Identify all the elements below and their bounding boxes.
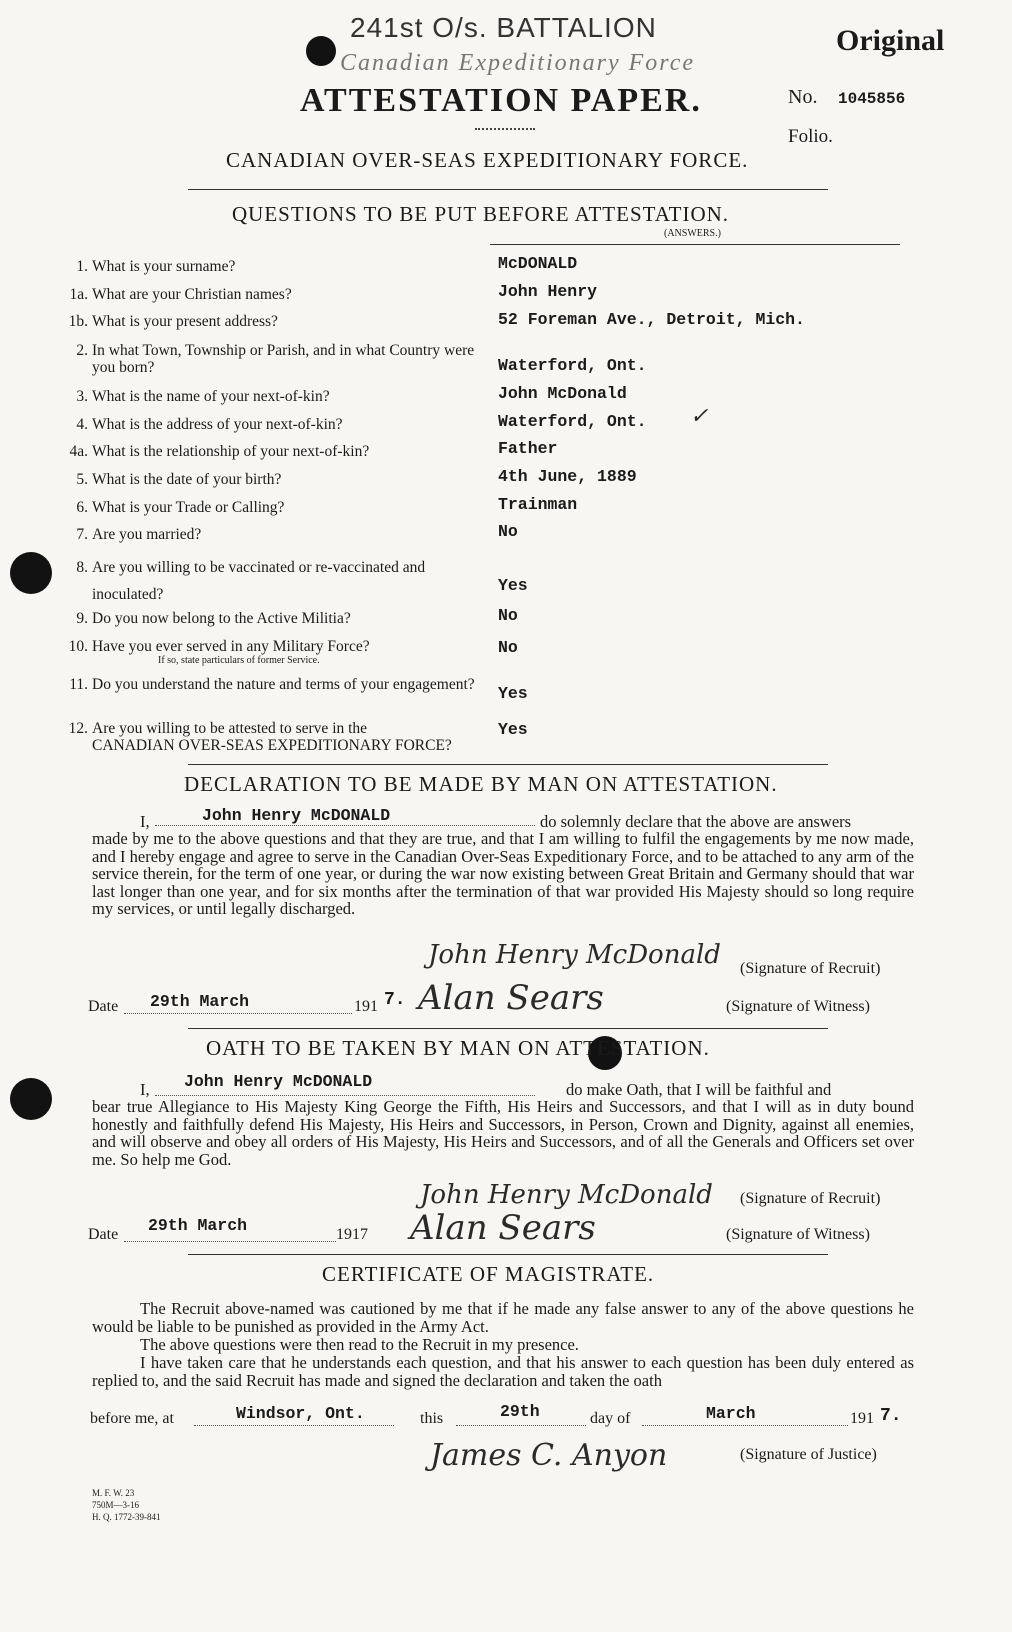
- folio-label: Folio.: [788, 126, 833, 147]
- certificate-day-line: [456, 1424, 586, 1426]
- form-code-line-1: M. F. W. 23: [92, 1488, 135, 1498]
- title-ornament: [475, 128, 535, 134]
- question-number: 4a.: [69, 443, 88, 460]
- answer-surname: McDONALD: [498, 254, 578, 273]
- certificate-before-label: before me, at: [90, 1410, 174, 1427]
- oath-name-line: [155, 1094, 535, 1096]
- question-number: 1.: [76, 258, 88, 275]
- question-number: 1b.: [68, 313, 88, 330]
- question-text: Do you understand the nature and terms of your engagement?: [92, 676, 475, 693]
- declaration-body: made by me to the above questions and that they are true, and that I am willing to fulfil the engagements by me now made, and I hereby engage and agree to serve in the Canadian Over-Seas Expeditionary Force, and to be attached to any arm of the service therein, for the term of one year, or during the war now existing between Great Britain and Germany should that war last longer than one year, and for six months after the termination of that war provided His Majesty should so long require my services, or until legally discharged.: [92, 829, 914, 919]
- punch-hole-left-lower: [10, 1078, 52, 1120]
- certificate-heading: CERTIFICATE OF MAGISTRATE.: [322, 1262, 655, 1286]
- oath-date-value: 29th March: [148, 1216, 248, 1235]
- declaration-recruit-signature: John Henry McDonald: [428, 940, 721, 970]
- oath-text-start: do make Oath, that I will be faithful and: [566, 1080, 832, 1099]
- document-subtitle: CANADIAN OVER-SEAS EXPEDITIONARY FORCE.: [226, 148, 749, 172]
- question-4a: [69, 443, 482, 460]
- original-label: Original: [836, 24, 945, 57]
- handwritten-annotation: ✓: [690, 404, 709, 429]
- question-1: [76, 258, 482, 275]
- question-text: Do you now belong to the Active Militia?: [92, 610, 351, 627]
- punch-hole-top: [306, 36, 336, 66]
- answer-military-service: No: [498, 638, 518, 657]
- question-text: What is your Trade or Calling?: [92, 499, 285, 516]
- question-number: 7.: [76, 526, 88, 543]
- answer-trade: Trainman: [498, 495, 578, 514]
- oath-witness-sig-label: (Signature of Witness): [726, 1226, 870, 1243]
- question-6: [76, 499, 482, 516]
- justice-sig-label: (Signature of Justice): [740, 1446, 877, 1463]
- declaration-date-value: 29th March: [150, 992, 250, 1011]
- questions-heading: QUESTIONS TO BE PUT BEFORE ATTESTATION.: [232, 202, 730, 226]
- question-text: Have you ever served in any Military Force?: [92, 638, 370, 655]
- answer-birth-date: 4th June, 1889: [498, 467, 637, 486]
- question-text: In what Town, Township or Parish, and in what Country were you born?: [92, 342, 475, 376]
- declaration-witness-sig-label: (Signature of Witness): [726, 998, 870, 1015]
- number-label: No.: [788, 86, 818, 108]
- answer-birthplace: Waterford, Ont.: [498, 356, 647, 375]
- question-number: 5.: [76, 471, 88, 488]
- question-text: What is the date of your birth?: [92, 471, 282, 488]
- certificate-para-1: The Recruit above-named was cautioned by me that if he made any false answer to any of the above questions he would be liable to be punished as provided in the Army Act.: [92, 1299, 914, 1336]
- punch-hole-left-upper: [10, 552, 52, 594]
- declaration-recruit-sig-label: (Signature of Recruit): [740, 960, 881, 977]
- question-number: 8.: [76, 559, 88, 576]
- header-rule: [188, 189, 828, 190]
- oath-i-label: I,: [140, 1080, 150, 1099]
- question-number: 1a.: [69, 286, 88, 303]
- question-number: 11.: [69, 676, 88, 693]
- certificate-place-line: [194, 1424, 394, 1426]
- question-1a: [69, 286, 482, 303]
- answers-label: (ANSWERS.): [664, 228, 721, 239]
- certificate-month-line: [642, 1424, 848, 1426]
- expeditionary-stamp: Canadian Expeditionary Force: [340, 50, 696, 76]
- oath-name: John Henry McDONALD: [184, 1072, 373, 1091]
- oath-date-label: Date: [88, 1226, 119, 1243]
- certificate-para-2: The above questions were then read to the Recruit in my presence.: [140, 1335, 579, 1354]
- question-text: Are you willing to be vaccinated or re-vaccinated and inoculated?: [92, 559, 426, 603]
- declaration-i-label: I,: [140, 812, 150, 831]
- answers-column-rule: [490, 244, 900, 245]
- answer-next-of-kin-address: Waterford, Ont.: [498, 412, 647, 431]
- declaration-year-suffix: 7.: [384, 990, 406, 1010]
- declaration-heading: DECLARATION TO BE MADE BY MAN ON ATTESTATION.: [184, 772, 778, 796]
- question-text: What is your present address?: [92, 313, 278, 330]
- certificate-month: March: [706, 1404, 756, 1423]
- oath-recruit-signature: John Henry McDonald: [420, 1180, 713, 1210]
- answer-present-address: 52 Foreman Ave., Detroit, Mich.: [498, 310, 805, 329]
- oath-recruit-sig-label: (Signature of Recruit): [740, 1190, 881, 1207]
- oath-witness-signature: Alan Sears: [410, 1208, 596, 1248]
- question-text: Are you willing to be attested to serve in the CANADIAN OVER-SEAS EXPEDITIONARY FORCE?: [92, 720, 452, 754]
- question-10-note: If so, state particulars of former Service.: [158, 655, 320, 666]
- question-12: [68, 720, 452, 754]
- certificate-para-3: I have taken care that he understands each question, and that his answer to each question has been duly entered as replied to, and the said Recruit has made and signed the declaration and taken the oath: [92, 1353, 914, 1390]
- battalion-stamp: 241st O/s. BATTALION: [350, 12, 657, 43]
- declaration-text-start: do solemnly declare that the above are answers: [540, 812, 852, 831]
- question-number: 4.: [76, 416, 88, 433]
- question-number: 3.: [76, 388, 88, 405]
- question-11: [69, 676, 482, 693]
- oath-date-line: [124, 1240, 336, 1242]
- certificate-year-suffix: 7.: [880, 1406, 902, 1426]
- answer-relationship: Father: [498, 439, 558, 458]
- form-code-line-2: 750M—3-16: [92, 1500, 139, 1510]
- question-text: What is the name of your next-of-kin?: [92, 388, 330, 405]
- declaration-date-line: [124, 1012, 352, 1014]
- answer-next-of-kin: John McDonald: [498, 384, 627, 403]
- question-2: [76, 342, 482, 376]
- declaration-witness-signature: Alan Sears: [418, 978, 604, 1018]
- question-5: [76, 471, 482, 488]
- question-7: [76, 526, 482, 543]
- declaration-date-label: Date: [88, 998, 119, 1015]
- question-9: [76, 610, 482, 627]
- certificate-day: 29th: [500, 1402, 540, 1421]
- certificate-place: Windsor, Ont.: [236, 1404, 365, 1423]
- answer-understand-terms: Yes: [498, 684, 528, 703]
- question-text: Are you married?: [92, 526, 202, 543]
- form-code-line-3: H. Q. 1772-39-841: [92, 1512, 161, 1522]
- declaration-rule: [188, 764, 828, 765]
- question-text: What are your Christian names?: [92, 286, 292, 303]
- oath-body: bear true Allegiance to His Majesty King George the Fifth, His Heirs and Successors, and that I will as in duty bound honestly and faithfully defend His Majesty, His Heirs and Successors, in Person, Crown and Dignity, against all enemies, and will observe and obey all orders of His Majesty, His Heirs and Successors, and of all the Generals and Officers set over me. So help me God.: [92, 1097, 914, 1169]
- number-value: 1045856: [838, 90, 906, 108]
- question-number: 10.: [68, 638, 88, 655]
- question-number: 6.: [76, 499, 88, 516]
- question-number: 9.: [76, 610, 88, 627]
- question-number: 12.: [68, 720, 88, 737]
- certificate-day-of-label: day of: [590, 1410, 631, 1427]
- justice-signature: James C. Anyon: [430, 1438, 668, 1473]
- oath-heading: OATH TO BE TAKEN BY MAN ON ATTESTATION.: [206, 1036, 710, 1060]
- question-text: What is the relationship of your next-of-kin?: [92, 443, 370, 460]
- question-text: What is your surname?: [92, 258, 236, 275]
- answer-active-militia: No: [498, 606, 518, 625]
- question-3: [76, 388, 482, 405]
- question-10: [68, 638, 482, 655]
- certificate-this-label: this: [420, 1410, 444, 1427]
- answer-vaccinated: Yes: [498, 576, 528, 595]
- certificate-year-prefix: 191: [850, 1410, 874, 1427]
- certificate-rule: [188, 1254, 828, 1255]
- oath-year: 1917: [336, 1226, 368, 1243]
- oath-rule: [188, 1028, 828, 1029]
- question-text: What is the address of your next-of-kin?: [92, 416, 343, 433]
- document-title: ATTESTATION PAPER.: [300, 82, 702, 119]
- answer-christian-names: John Henry: [498, 282, 598, 301]
- declaration-name: John Henry McDONALD: [202, 806, 391, 825]
- answer-willing-to-serve: Yes: [498, 720, 528, 739]
- answer-married: No: [498, 522, 518, 541]
- question-1b: [68, 313, 482, 330]
- question-8: [76, 554, 482, 608]
- question-number: 2.: [76, 342, 88, 359]
- declaration-year-prefix: 191: [354, 998, 378, 1015]
- question-4: [76, 416, 482, 433]
